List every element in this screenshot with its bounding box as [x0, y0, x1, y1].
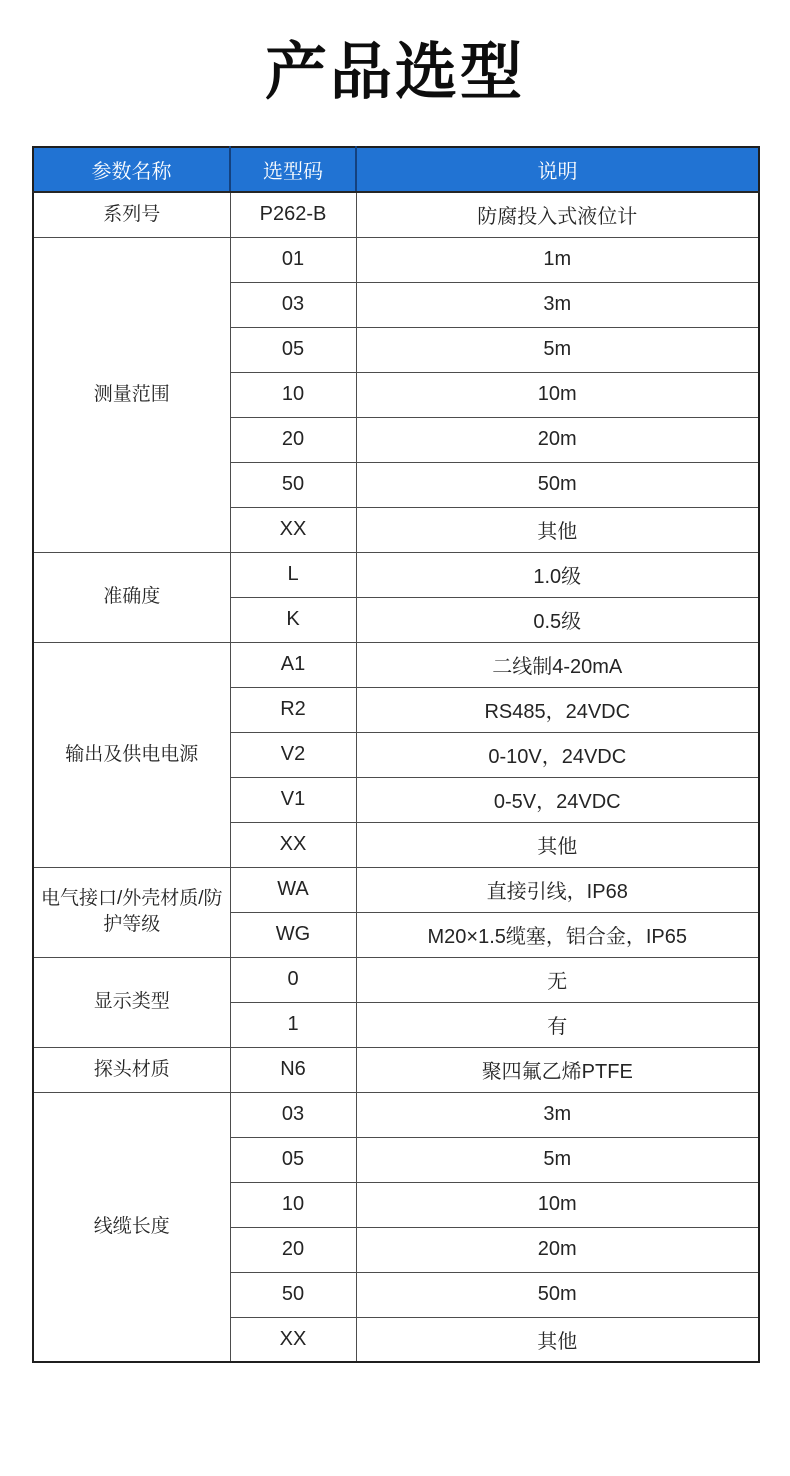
code-cell: A1: [230, 642, 356, 687]
page-title: 产品选型: [264, 38, 525, 107]
desc-cell: 聚四氟乙烯PTFE: [356, 1047, 759, 1092]
code-cell: 05: [230, 1137, 356, 1182]
desc-cell: 50m: [356, 462, 759, 507]
column-header-code: 选型码: [230, 147, 356, 192]
code-cell: 50: [230, 1272, 356, 1317]
desc-cell: 其他: [356, 507, 759, 552]
header-row: [33, 147, 759, 192]
table-row: [33, 1047, 759, 1092]
desc-cell: 10m: [356, 372, 759, 417]
desc-cell: 有: [356, 1002, 759, 1047]
code-cell: L: [230, 552, 356, 597]
desc-cell: 3m: [356, 282, 759, 327]
desc-cell: 20m: [356, 1227, 759, 1272]
desc-cell: 20m: [356, 417, 759, 462]
column-header-desc: 说明: [356, 147, 759, 192]
code-cell: XX: [230, 1317, 356, 1362]
table-body: [33, 192, 759, 1362]
code-cell: 03: [230, 282, 356, 327]
code-cell: 1: [230, 1002, 356, 1047]
code-cell: R2: [230, 687, 356, 732]
product-selection-table: [32, 146, 760, 1363]
param-name-cell: 电气接口/外壳材质/防护等级: [33, 867, 230, 957]
param-name-cell: 测量范围: [33, 237, 230, 552]
desc-cell: M20×1.5缆塞，铝合金，IP65: [356, 912, 759, 957]
code-cell: K: [230, 597, 356, 642]
code-cell: 20: [230, 1227, 356, 1272]
code-cell: V1: [230, 777, 356, 822]
table-row: [33, 957, 759, 1002]
code-cell: 10: [230, 372, 356, 417]
code-cell: WG: [230, 912, 356, 957]
code-cell: 20: [230, 417, 356, 462]
desc-cell: 10m: [356, 1182, 759, 1227]
table-header: [33, 147, 759, 192]
desc-cell: 二线制4-20mA: [356, 642, 759, 687]
desc-cell: 1.0级: [356, 552, 759, 597]
desc-cell: 直接引线，IP68: [356, 867, 759, 912]
code-cell: XX: [230, 822, 356, 867]
desc-cell: 其他: [356, 822, 759, 867]
desc-cell: 防腐投入式液位计: [356, 192, 759, 237]
param-name-cell: 线缆长度: [33, 1092, 230, 1362]
table-row: [33, 192, 759, 237]
desc-cell: 其他: [356, 1317, 759, 1362]
param-name-cell: 系列号: [33, 192, 230, 237]
desc-cell: 5m: [356, 1137, 759, 1182]
desc-cell: 0-5V，24VDC: [356, 777, 759, 822]
desc-cell: 0-10V，24VDC: [356, 732, 759, 777]
code-cell: N6: [230, 1047, 356, 1092]
param-name-cell: 输出及供电电源: [33, 642, 230, 867]
code-cell: 03: [230, 1092, 356, 1137]
code-cell: 01: [230, 237, 356, 282]
table-row: [33, 867, 759, 912]
table-row: [33, 237, 759, 282]
code-cell: V2: [230, 732, 356, 777]
code-cell: 0: [230, 957, 356, 1002]
table-row: [33, 642, 759, 687]
desc-cell: 无: [356, 957, 759, 1002]
code-cell: P262-B: [230, 192, 356, 237]
desc-cell: 5m: [356, 327, 759, 372]
desc-cell: RS485，24VDC: [356, 687, 759, 732]
param-name-cell: 准确度: [33, 552, 230, 642]
code-cell: 10: [230, 1182, 356, 1227]
param-name-cell: 探头材质: [33, 1047, 230, 1092]
param-name-cell: 显示类型: [33, 957, 230, 1047]
table-row: [33, 552, 759, 597]
desc-cell: 1m: [356, 237, 759, 282]
desc-cell: 0.5级: [356, 597, 759, 642]
code-cell: XX: [230, 507, 356, 552]
desc-cell: 50m: [356, 1272, 759, 1317]
column-header-param: 参数名称: [33, 147, 230, 192]
code-cell: 50: [230, 462, 356, 507]
code-cell: WA: [230, 867, 356, 912]
code-cell: 05: [230, 327, 356, 372]
desc-cell: 3m: [356, 1092, 759, 1137]
table-row: [33, 1092, 759, 1137]
